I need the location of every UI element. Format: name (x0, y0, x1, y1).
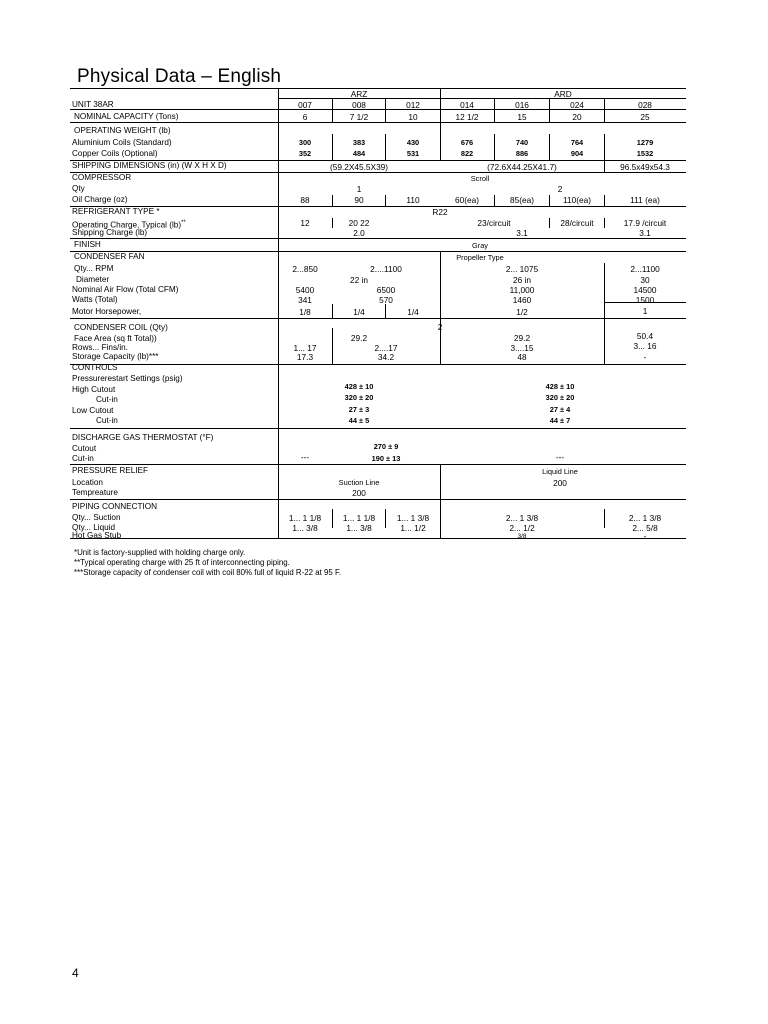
cell: 10 (408, 112, 418, 122)
cell: 25 (640, 112, 650, 122)
rows-fins-label: Rows... Fins/in. (72, 343, 128, 352)
table-grid (70, 88, 686, 540)
unit-012: 012 (406, 100, 420, 110)
shipping-charge-label: Shipping Charge (lb) (72, 228, 148, 237)
cell: (72.6X44.25X41.7) (487, 162, 557, 172)
cell: 2.0 (353, 228, 365, 238)
cell: 3/8 (517, 533, 527, 540)
low-cutout-label: Low Cutout (72, 406, 114, 415)
cell: 1/4 (353, 307, 365, 317)
high-cutout-label: High Cutout (72, 385, 116, 394)
qty-label: Qty (72, 184, 85, 193)
cell: 26 in (513, 275, 531, 285)
unit-028: 028 (638, 100, 652, 110)
condenser-coil-label: CONDENSER COIL (Qty) (74, 323, 168, 332)
cell: 29.2 (513, 333, 531, 343)
footnote: *Unit is factory-supplied with holding charge only. (74, 548, 246, 557)
group-ard: ARD (554, 89, 572, 99)
cell: 2... 1075 (505, 264, 539, 274)
cell: 27 ± 3 (348, 405, 370, 414)
cell: 111 (ea) (630, 195, 660, 205)
dg-cutout-label: Cutout (72, 444, 97, 453)
dg-cutin-label: Cut-in (72, 454, 94, 463)
cell: 341 (298, 295, 312, 305)
cell: 7 1/2 (349, 112, 369, 122)
cell: 430 (406, 138, 420, 147)
pipe-suction-label: Qty... Suction (72, 513, 121, 522)
finish-label: FINISH (74, 240, 101, 249)
cell: 20 22 (348, 218, 370, 228)
aluminium-label: Aluminium Coils (Standard) (72, 138, 172, 147)
diameter-label: Diameter (76, 275, 110, 284)
cell: 22 in (350, 275, 368, 285)
cell: 904 (570, 149, 584, 158)
cell: 12 (300, 218, 310, 228)
cell: 1/2 (516, 307, 528, 317)
cell: 15 (517, 112, 527, 122)
cell: 44 ± 7 (549, 416, 571, 425)
cell: 2...1100 (630, 264, 660, 274)
cell: 1500 (635, 295, 655, 305)
cell: (59.2X45.5X39) (329, 162, 389, 172)
cell: 1... 1 1/8 (288, 513, 322, 523)
location-label: Location (72, 478, 103, 487)
cell: Propeller Type (456, 253, 504, 262)
cell: 764 (570, 138, 584, 147)
cell: 300 (298, 138, 312, 147)
cell: 3.1 (516, 228, 528, 238)
unit-007: 007 (298, 100, 312, 110)
cell: --- (300, 452, 310, 462)
cell: 320 ± 20 (545, 393, 575, 402)
page-title: Physical Data – English (77, 66, 282, 87)
cell: 28/circuit (560, 218, 594, 228)
copper-label: Copper Coils (Optional) (72, 149, 158, 158)
cell: - (643, 352, 647, 362)
pressure-relief-label: PRESSURE RELIEF (72, 466, 148, 475)
cell: 3... 16 (633, 341, 657, 351)
cell: 1 (356, 184, 362, 194)
cell: 822 (460, 149, 474, 158)
cell: 6 (302, 112, 308, 122)
cell: 1... 1/2 (400, 523, 426, 533)
cell: 48 (517, 352, 527, 362)
cell: 6500 (376, 285, 396, 295)
watts-label: Watts (Total) (72, 295, 118, 304)
cell: 200 (352, 488, 366, 498)
high-cutin-label: Cut-in (96, 395, 118, 404)
airflow-label: Nominal Air Flow (Total CFM) (72, 285, 179, 294)
nominal-capacity-label: NOMINAL CAPACITY (Tons) (74, 112, 179, 121)
hot-gas-label: Hot Gas Stub (72, 531, 122, 540)
low-cutin-label: Cut-in (96, 416, 118, 425)
cell: 1 (642, 306, 648, 316)
cell: 90 (354, 195, 364, 205)
group-arz: ARZ (350, 89, 368, 99)
cell: 20 (572, 112, 582, 122)
cell: 2....1100 (370, 264, 402, 274)
cell: 110 (406, 195, 420, 205)
condenser-fan-label: CONDENSER FAN (74, 252, 145, 261)
cell: 85(ea) (510, 195, 534, 205)
cell: 2 (557, 184, 563, 194)
cell: 2... 1 3/8 (628, 513, 662, 523)
cell: 1... 1 1/8 (342, 513, 376, 523)
motor-hp-label: Motor Horsepower, (72, 307, 142, 316)
cell: 484 (352, 149, 366, 158)
cell: Liquid Line (542, 467, 578, 476)
cell: 1/4 (407, 307, 419, 317)
cell: 1532 (636, 149, 654, 158)
pressure-settings-label: Pressurerestart Settings (psig) (72, 374, 183, 383)
unit-014: 014 (460, 100, 474, 110)
cell: 14500 (633, 285, 657, 295)
cell: 3....15 (510, 343, 534, 353)
cell: 1... 1 3/8 (396, 513, 430, 523)
physical-data-table (70, 88, 686, 540)
unit-label: UNIT 38AR (72, 100, 114, 109)
cell: 320 ± 20 (344, 393, 374, 402)
cell: 1/8 (299, 307, 311, 317)
cell: 29.2 (350, 333, 368, 343)
cell: 34.2 (377, 352, 395, 362)
cell: Gray (471, 241, 489, 250)
cell: 740 (515, 138, 529, 147)
cell: 1... 3/8 (292, 523, 318, 533)
refrigerant-label: REFRIGERANT TYPE * (72, 207, 160, 216)
cell: 428 ± 10 (344, 382, 374, 391)
cell: 2...850 (292, 264, 318, 274)
cell: 3.1 (639, 228, 651, 238)
cell: 1... 3/8 (346, 523, 372, 533)
cell: 1... 17 (293, 343, 317, 353)
cell: 270 ± 9 (373, 442, 399, 451)
discharge-label: DISCHARGE GAS THERMOSTAT (°F) (72, 433, 214, 442)
temperature-label: Tempreature (72, 488, 118, 497)
cell: 27 ± 4 (549, 405, 571, 414)
cell: 60(ea) (455, 195, 479, 205)
cell: 2....17 (374, 343, 398, 353)
unit-024: 024 (570, 100, 584, 110)
cell: 190 ± 13 (371, 454, 401, 463)
cell: 1279 (636, 138, 654, 147)
cell: 383 (352, 138, 366, 147)
cell: 200 (553, 478, 567, 488)
cell: 428 ± 10 (545, 382, 575, 391)
cell: 17.3 (296, 352, 314, 362)
cell: 352 (298, 149, 312, 158)
oil-charge-label: Oil Charge (oz) (72, 195, 128, 204)
pipe-liquid-label: Qty... Liquid (72, 523, 116, 532)
cell: Scroll (470, 174, 490, 183)
cell: 50.4 (636, 331, 654, 341)
cell: 531 (406, 149, 420, 158)
cell: 676 (460, 138, 474, 147)
cell: 886 (515, 149, 529, 158)
footnotes (74, 548, 341, 579)
piping-label: PIPING CONNECTION (72, 502, 158, 511)
operating-weight-label: OPERATING WEIGHT (lb) (74, 126, 171, 135)
cell: 2 (437, 322, 443, 332)
cell: 23/circuit (477, 218, 511, 228)
cell: 44 ± 5 (348, 416, 370, 425)
cell: R22 (432, 207, 448, 217)
face-area-label: Face Area (sq ft Total)) (74, 334, 157, 343)
cell: Suction Line (338, 478, 380, 487)
cell: 96.5x49x54.3 (620, 162, 670, 172)
operating-charge-label: Operating Charge, Typical (lb)** (72, 220, 186, 230)
cell: 2... 5/8 (632, 523, 658, 533)
shipping-dims-label: SHIPPING DIMENSIONS (in) (W X H X D) (72, 161, 227, 170)
cell: 2... 1/2 (509, 523, 535, 533)
cell: 17.9 /circuit (623, 218, 667, 228)
compressor-label: COMPRESSOR (72, 173, 132, 182)
fan-qty-label: Qty... RPM (74, 264, 114, 273)
cell: 1460 (512, 295, 532, 305)
controls-label: CONTROLS (72, 363, 118, 372)
cell: 2... 1 3/8 (505, 513, 539, 523)
cell: - (643, 531, 647, 541)
cell: --- (555, 452, 565, 462)
storage-label: Storage Capacity (lb)*** (72, 352, 159, 361)
footnote: **Typical operating charge with 25 ft of interconnecting piping. (74, 558, 290, 568)
cell: 11,000 (509, 285, 535, 295)
cell: 12 1/2 (455, 112, 479, 122)
cell: 5400 (295, 285, 315, 295)
unit-016: 016 (515, 100, 529, 110)
cell: 570 (379, 295, 393, 305)
cell: 88 (300, 195, 310, 205)
footnote: ***Storage capacity of condenser coil with coil 80% full of liquid R-22 at 95 F. (74, 568, 342, 578)
cell: 110(ea) (563, 195, 591, 205)
page-number: 4 (72, 966, 79, 980)
cell: 30 (640, 275, 650, 285)
unit-008: 008 (352, 100, 366, 110)
